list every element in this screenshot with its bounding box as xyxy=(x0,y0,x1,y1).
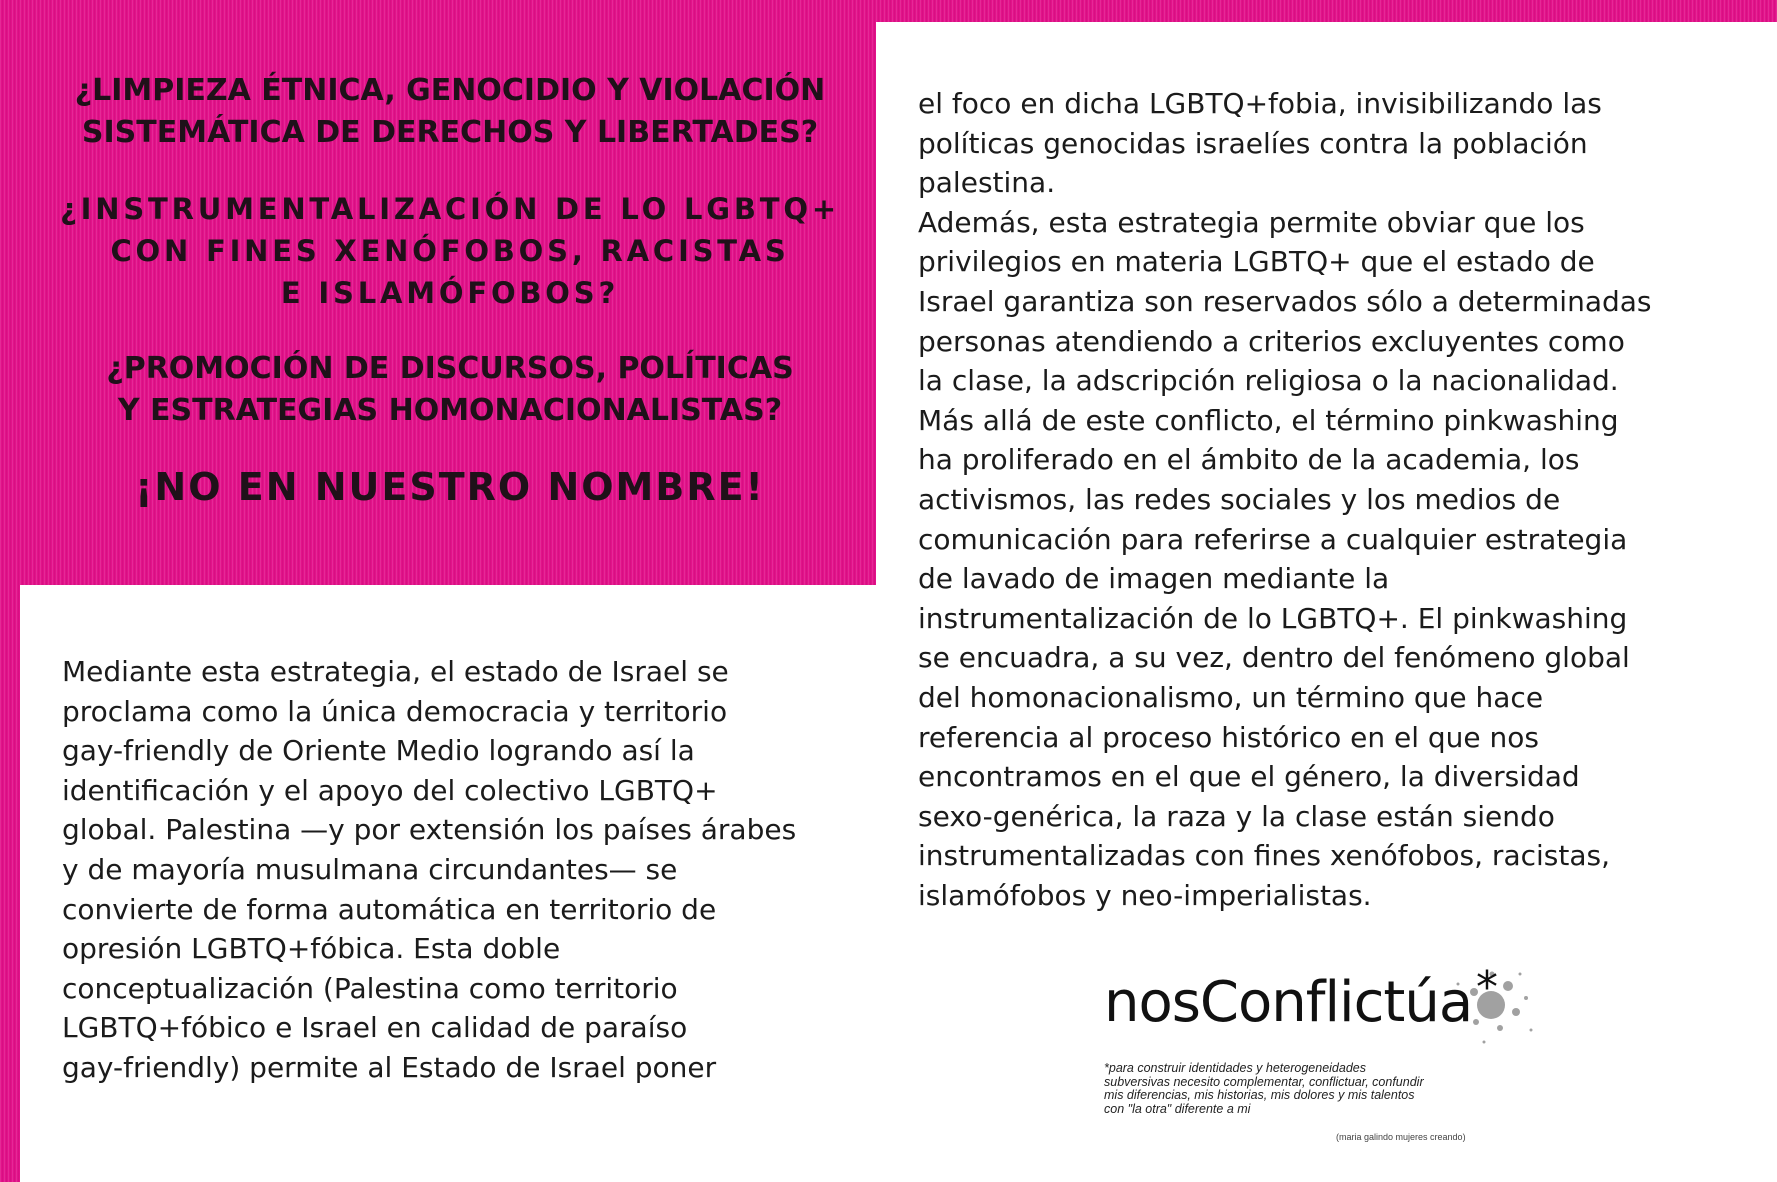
paragraph-line: personas atendiendo a criterios excluyentes como xyxy=(918,324,1625,358)
paragraph-line: conceptualización (Palestina como territorio xyxy=(62,971,678,1005)
paragraph-line: Israel garantiza son reservados sólo a determinadas xyxy=(918,284,1652,318)
headline-line: ¡NO EN NUESTRO NOMBRE! xyxy=(135,465,765,509)
tagline-line: *para construir identidades y heterogeneidades xyxy=(1104,1061,1366,1075)
paragraph-line: instrumentalización de lo LGBTQ+. El pinkwashing xyxy=(918,601,1628,635)
headline-line: SISTEMÁTICA DE DERECHOS Y LIBERTADES? xyxy=(81,115,819,150)
paragraph-line: proclama como la única democracia y territorio xyxy=(62,694,728,728)
logo-credit: (maria galindo mujeres creando) xyxy=(1336,1132,1466,1142)
headline-line: ¿INSTRUMENTALIZACIÓN DE LO LGBTQ+ xyxy=(60,192,840,226)
paragraph-line: instrumentalizadas con fines xenófobos, racistas, xyxy=(918,839,1610,873)
paragraph-line: identificación y el apoyo del colectivo LGBTQ+ xyxy=(62,773,718,807)
tagline-line: con "la otra" diferente a mi xyxy=(1104,1101,1251,1116)
headline-question-2 xyxy=(40,188,860,314)
headline-line: E ISLAMÓFOBOS? xyxy=(280,276,620,310)
logo-tagline xyxy=(1104,1062,1424,1116)
paragraph-line: privilegios en materia LGBTQ+ que el estado de xyxy=(918,245,1595,279)
paragraph-line: se encuadra, a su vez, dentro del fenómeno global xyxy=(918,641,1630,675)
headline-slogan xyxy=(40,466,860,508)
headline-question-1 xyxy=(40,70,860,154)
headline-block xyxy=(40,70,860,542)
logo-wordmark: nosConflictúa xyxy=(1104,970,1473,1035)
left-paragraph xyxy=(62,652,796,1088)
tagline-line: mis diferencias, mis historias, mis dolores y mis talentos xyxy=(1104,1088,1415,1102)
paragraph-line: activismos, las redes sociales y los medios de xyxy=(918,482,1561,516)
headline-line: CON FINES XENÓFOBOS, RACISTAS xyxy=(110,234,790,268)
headline-line: ¿LIMPIEZA ÉTNICA, GENOCIDIO Y VIOLACIÓN xyxy=(74,73,826,108)
logo-asterisk: * xyxy=(1476,962,1498,1013)
paragraph-line: gay-friendly) permite al Estado de Israel poner xyxy=(62,1050,717,1084)
paragraph-line: y de mayoría musulmana circundantes— se xyxy=(62,852,678,886)
paragraph-line: Mediante esta estrategia, el estado de Israel se xyxy=(62,655,729,688)
paragraph-line: la clase, la adscripción religiosa o la nacionalidad. xyxy=(918,364,1619,398)
paragraph-line: ha proliferado en el ámbito de la academia, los xyxy=(918,443,1580,477)
paragraph-line: convierte de forma automática en territorio de xyxy=(62,892,717,926)
paragraph-line: de lavado de imagen mediante la xyxy=(918,562,1390,596)
tagline-line: subversivas necesito complementar, conflictuar, confundir xyxy=(1104,1074,1424,1089)
paragraph-line: global. Palestina —y por extensión los países árabes xyxy=(62,813,797,847)
paragraph-line: sexo-genérica, la raza y la clase están siendo xyxy=(918,799,1555,833)
paragraph-line: encontramos en el que el género, la diversidad xyxy=(918,760,1580,794)
paragraph-line: gay-friendly de Oriente Medio logrando así la xyxy=(62,734,695,768)
paragraph-line: comunicación para referirse a cualquier estrategia xyxy=(918,522,1628,556)
paragraph-line: el foco en dicha LGBTQ+fobia, invisibilizando las xyxy=(918,87,1602,120)
paragraph-line: Además, esta estrategia permite obviar que los xyxy=(918,205,1585,239)
paragraph-line: Más allá de este conflicto, el término pinkwashing xyxy=(918,403,1619,437)
paragraph-line: opresión LGBTQ+fóbica. Esta doble xyxy=(62,932,561,966)
paragraph-line: palestina. xyxy=(918,166,1056,200)
headline-question-3 xyxy=(40,348,860,432)
headline-line: Y ESTRATEGIAS HOMONACIONALISTAS? xyxy=(117,393,783,428)
nosconflictua-logo xyxy=(1096,962,1536,1150)
paragraph-line: islamófobos y neo-imperialistas. xyxy=(918,878,1372,912)
paragraph-line: referencia al proceso histórico en el que nos xyxy=(918,720,1540,754)
paragraph-line: LGBTQ+fóbico e Israel en calidad de paraíso xyxy=(62,1011,688,1045)
right-paragraph xyxy=(918,84,1652,915)
headline-line: ¿PROMOCIÓN DE DISCURSOS, POLÍTICAS xyxy=(106,351,794,386)
paragraph-line: políticas genocidas israelíes contra la población xyxy=(918,126,1588,160)
paragraph-line: del homonacionalismo, un término que hace xyxy=(918,680,1544,714)
